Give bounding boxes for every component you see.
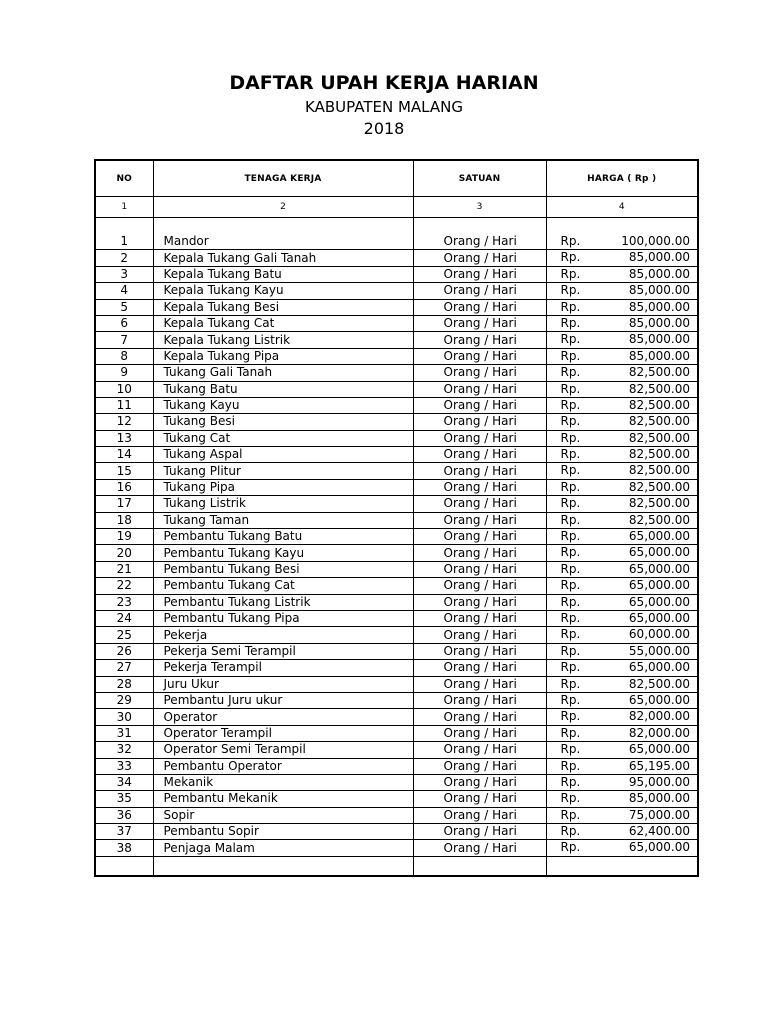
unit-label: Orang / Hari xyxy=(413,545,546,561)
table-row xyxy=(95,283,698,299)
currency-label: Rp. xyxy=(560,676,581,691)
unit-label: Orang / Hari xyxy=(413,840,546,856)
job-name: Pekerja Terampil xyxy=(153,660,413,676)
price-cell xyxy=(546,594,698,610)
price-cell xyxy=(546,709,698,725)
job-name: Pembantu Sopir xyxy=(153,824,413,840)
row-number: 31 xyxy=(95,725,153,741)
currency-label: Rp. xyxy=(560,496,581,511)
unit-label: Orang / Hari xyxy=(413,742,546,758)
row-number: 6 xyxy=(95,315,153,331)
unit-label: Orang / Hari xyxy=(413,529,546,545)
row-number: 24 xyxy=(95,610,153,626)
unit-label: Orang / Hari xyxy=(413,561,546,577)
row-number: 19 xyxy=(95,529,153,545)
unit-label: Orang / Hari xyxy=(413,266,546,282)
column-number: 4 xyxy=(546,197,698,218)
price-cell xyxy=(546,774,698,790)
header-row xyxy=(95,160,698,197)
price-cell xyxy=(546,479,698,495)
row-number: 25 xyxy=(95,627,153,643)
table-row xyxy=(95,676,698,692)
unit-label: Orang / Hari xyxy=(413,824,546,840)
unit-label: Orang / Hari xyxy=(413,692,546,708)
job-name: Tukang Gali Tanah xyxy=(153,365,413,381)
currency-label: Rp. xyxy=(560,397,581,412)
currency-label: Rp. xyxy=(560,692,581,707)
price-value: 82,500.00 xyxy=(628,463,690,478)
row-number: 36 xyxy=(95,807,153,823)
row-number: 17 xyxy=(95,496,153,512)
price-cell xyxy=(546,725,698,741)
unit-label: Orang / Hari xyxy=(413,791,546,807)
table-row xyxy=(95,791,698,807)
currency-label: Rp. xyxy=(560,643,581,658)
price-cell xyxy=(546,414,698,430)
price-cell xyxy=(546,840,698,856)
currency-label: Rp. xyxy=(560,561,581,576)
document-header xyxy=(0,68,768,142)
job-name: Operator xyxy=(153,709,413,725)
price-cell xyxy=(546,742,698,758)
price-value: 85,000.00 xyxy=(628,283,690,298)
price-value: 65,000.00 xyxy=(628,692,690,707)
job-name: Pekerja Semi Terampil xyxy=(153,643,413,659)
unit-label: Orang / Hari xyxy=(413,479,546,495)
job-name: Mandor xyxy=(153,234,413,250)
unit-label: Orang / Hari xyxy=(413,512,546,528)
price-value: 85,000.00 xyxy=(628,250,690,265)
row-number: 11 xyxy=(95,397,153,413)
price-value: 82,500.00 xyxy=(628,512,690,527)
price-cell xyxy=(546,463,698,479)
empty-row xyxy=(95,856,698,876)
job-name: Tukang Plitur xyxy=(153,463,413,479)
job-name: Pembantu Tukang Besi xyxy=(153,561,413,577)
row-number: 1 xyxy=(95,234,153,250)
job-name: Tukang Pipa xyxy=(153,479,413,495)
table-row xyxy=(95,561,698,577)
job-name: Pembantu Operator xyxy=(153,758,413,774)
job-name: Kepala Tukang Pipa xyxy=(153,348,413,364)
table-row xyxy=(95,709,698,725)
job-name: Penjaga Malam xyxy=(153,840,413,856)
price-cell xyxy=(546,824,698,840)
table-row xyxy=(95,758,698,774)
table-row xyxy=(95,397,698,413)
currency-label: Rp. xyxy=(560,742,581,757)
price-cell xyxy=(546,758,698,774)
price-value: 95,000.00 xyxy=(628,774,690,789)
unit-label: Orang / Hari xyxy=(413,594,546,610)
currency-label: Rp. xyxy=(560,365,581,380)
price-cell xyxy=(546,315,698,331)
row-number: 3 xyxy=(95,266,153,282)
job-name: Tukang Batu xyxy=(153,381,413,397)
price-value: 85,000.00 xyxy=(628,299,690,314)
row-number: 7 xyxy=(95,332,153,348)
unit-label: Orang / Hari xyxy=(413,365,546,381)
document-year: 2018 xyxy=(363,119,405,138)
price-value: 85,000.00 xyxy=(628,348,690,363)
price-cell xyxy=(546,283,698,299)
table-row xyxy=(95,479,698,495)
currency-label: Rp. xyxy=(560,791,581,806)
job-name: Pembantu Mekanik xyxy=(153,791,413,807)
currency-label: Rp. xyxy=(560,824,581,839)
job-name: Sopir xyxy=(153,807,413,823)
row-number: 38 xyxy=(95,840,153,856)
table-row xyxy=(95,807,698,823)
unit-label: Orang / Hari xyxy=(413,496,546,512)
row-number: 30 xyxy=(95,709,153,725)
price-cell xyxy=(546,660,698,676)
row-number: 32 xyxy=(95,742,153,758)
unit-label: Orang / Hari xyxy=(413,332,546,348)
currency-label: Rp. xyxy=(560,283,581,298)
table-row xyxy=(95,660,698,676)
unit-label: Orang / Hari xyxy=(413,463,546,479)
job-name: Pembantu Tukang Listrik xyxy=(153,594,413,610)
currency-label: Rp. xyxy=(560,414,581,429)
job-name: Operator Semi Terampil xyxy=(153,742,413,758)
table-row xyxy=(95,463,698,479)
price-cell xyxy=(546,447,698,463)
currency-label: Rp. xyxy=(560,479,581,494)
job-name: Tukang Listrik xyxy=(153,496,413,512)
price-value: 65,000.00 xyxy=(628,610,690,625)
table-row xyxy=(95,365,698,381)
row-number: 22 xyxy=(95,578,153,594)
price-value: 82,500.00 xyxy=(628,479,690,494)
unit-label: Orang / Hari xyxy=(413,234,546,250)
table-row xyxy=(95,512,698,528)
price-value: 65,000.00 xyxy=(628,594,690,609)
price-value: 82,500.00 xyxy=(628,676,690,691)
price-cell xyxy=(546,381,698,397)
table-row xyxy=(95,430,698,446)
document-subtitle: KABUPATEN MALANG xyxy=(305,98,463,116)
job-name: Tukang Taman xyxy=(153,512,413,528)
price-cell xyxy=(546,365,698,381)
row-number: 4 xyxy=(95,283,153,299)
currency-label: Rp. xyxy=(560,266,581,281)
job-name: Operator Terampil xyxy=(153,725,413,741)
price-cell xyxy=(546,250,698,266)
row-number: 28 xyxy=(95,676,153,692)
unit-label: Orang / Hari xyxy=(413,758,546,774)
unit-label: Orang / Hari xyxy=(413,627,546,643)
currency-label: Rp. xyxy=(560,348,581,363)
row-number: 8 xyxy=(95,348,153,364)
price-value: 65,000.00 xyxy=(628,529,690,544)
unit-label: Orang / Hari xyxy=(413,774,546,790)
job-name: Kepala Tukang Gali Tanah xyxy=(153,250,413,266)
price-cell xyxy=(546,545,698,561)
currency-label: Rp. xyxy=(560,447,581,462)
row-number: 20 xyxy=(95,545,153,561)
table-row xyxy=(95,381,698,397)
table-row xyxy=(95,692,698,708)
price-value: 65,000.00 xyxy=(628,742,690,757)
price-cell xyxy=(546,397,698,413)
unit-label: Orang / Hari xyxy=(413,447,546,463)
currency-label: Rp. xyxy=(560,758,581,773)
unit-label: Orang / Hari xyxy=(413,348,546,364)
unit-label: Orang / Hari xyxy=(413,414,546,430)
job-name: Tukang Cat xyxy=(153,430,413,446)
table-row xyxy=(95,725,698,741)
row-number: 23 xyxy=(95,594,153,610)
currency-label: Rp. xyxy=(560,610,581,625)
table-row xyxy=(95,348,698,364)
price-cell xyxy=(546,512,698,528)
row-number: 10 xyxy=(95,381,153,397)
row-number: 16 xyxy=(95,479,153,495)
currency-label: Rp. xyxy=(560,807,581,822)
price-cell xyxy=(546,561,698,577)
currency-label: Rp. xyxy=(560,250,581,265)
price-value: 85,000.00 xyxy=(628,332,690,347)
price-cell xyxy=(546,430,698,446)
currency-label: Rp. xyxy=(560,840,581,855)
table-row xyxy=(95,742,698,758)
currency-label: Rp. xyxy=(560,299,581,314)
table-row xyxy=(95,774,698,790)
price-cell xyxy=(546,807,698,823)
table-row xyxy=(95,594,698,610)
price-value: 65,000.00 xyxy=(628,840,690,855)
document-title: DAFTAR UPAH KERJA HARIAN xyxy=(229,72,539,94)
row-number: 27 xyxy=(95,660,153,676)
currency-label: Rp. xyxy=(560,594,581,609)
unit-label: Orang / Hari xyxy=(413,430,546,446)
price-value: 85,000.00 xyxy=(628,315,690,330)
price-value: 82,500.00 xyxy=(628,365,690,380)
row-number: 2 xyxy=(95,250,153,266)
currency-label: Rp. xyxy=(560,578,581,593)
price-value: 65,000.00 xyxy=(628,545,690,560)
price-value: 65,195.00 xyxy=(628,758,690,773)
job-name: Kepala Tukang Kayu xyxy=(153,283,413,299)
price-value: 82,500.00 xyxy=(628,381,690,396)
job-name: Kepala Tukang Listrik xyxy=(153,332,413,348)
job-name: Pembantu Tukang Kayu xyxy=(153,545,413,561)
unit-label: Orang / Hari xyxy=(413,299,546,315)
price-value: 82,500.00 xyxy=(628,430,690,445)
job-name: Juru Ukur xyxy=(153,676,413,692)
table-row xyxy=(95,610,698,626)
job-name: Kepala Tukang Besi xyxy=(153,299,413,315)
row-number: 12 xyxy=(95,414,153,430)
price-value: 55,000.00 xyxy=(628,643,690,658)
job-name: Tukang Besi xyxy=(153,414,413,430)
price-cell xyxy=(546,234,698,250)
currency-label: Rp. xyxy=(560,709,581,724)
job-name: Pembantu Tukang Pipa xyxy=(153,610,413,626)
price-value: 82,000.00 xyxy=(628,725,690,740)
unit-label: Orang / Hari xyxy=(413,643,546,659)
price-cell xyxy=(546,676,698,692)
price-cell xyxy=(546,266,698,282)
row-number: 29 xyxy=(95,692,153,708)
unit-label: Orang / Hari xyxy=(413,676,546,692)
price-value: 65,000.00 xyxy=(628,578,690,593)
row-number: 35 xyxy=(95,791,153,807)
column-number: 2 xyxy=(153,197,413,218)
unit-label: Orang / Hari xyxy=(413,315,546,331)
table-row xyxy=(95,266,698,282)
unit-label: Orang / Hari xyxy=(413,807,546,823)
unit-label: Orang / Hari xyxy=(413,397,546,413)
currency-label: Rp. xyxy=(560,381,581,396)
row-number: 26 xyxy=(95,643,153,659)
currency-label: Rp. xyxy=(560,234,581,248)
row-number: 18 xyxy=(95,512,153,528)
price-value: 65,000.00 xyxy=(628,561,690,576)
price-cell xyxy=(546,692,698,708)
table-row xyxy=(95,578,698,594)
row-number: 37 xyxy=(95,824,153,840)
price-value: 75,000.00 xyxy=(628,807,690,822)
job-name: Pembantu Juru ukur xyxy=(153,692,413,708)
currency-label: Rp. xyxy=(560,315,581,330)
price-cell xyxy=(546,332,698,348)
currency-label: Rp. xyxy=(560,774,581,789)
row-number: 13 xyxy=(95,430,153,446)
price-value: 62,400.00 xyxy=(628,824,690,839)
table-row xyxy=(95,496,698,512)
currency-label: Rp. xyxy=(560,463,581,478)
price-cell xyxy=(546,791,698,807)
table-row xyxy=(95,643,698,659)
unit-label: Orang / Hari xyxy=(413,725,546,741)
header-job: TENAGA KERJA xyxy=(153,160,413,197)
unit-label: Orang / Hari xyxy=(413,660,546,676)
currency-label: Rp. xyxy=(560,725,581,740)
column-number: 1 xyxy=(95,197,153,218)
price-value: 85,000.00 xyxy=(628,266,690,281)
row-number: 33 xyxy=(95,758,153,774)
unit-label: Orang / Hari xyxy=(413,381,546,397)
row-number: 34 xyxy=(95,774,153,790)
price-value: 82,500.00 xyxy=(628,397,690,412)
job-name: Kepala Tukang Cat xyxy=(153,315,413,331)
unit-label: Orang / Hari xyxy=(413,709,546,725)
header-unit: SATUAN xyxy=(413,160,546,197)
price-value: 82,500.00 xyxy=(628,496,690,511)
table-row xyxy=(95,447,698,463)
price-value: 82,000.00 xyxy=(628,709,690,724)
unit-label: Orang / Hari xyxy=(413,610,546,626)
price-value: 100,000.00 xyxy=(621,234,690,248)
price-cell xyxy=(546,348,698,364)
unit-label: Orang / Hari xyxy=(413,578,546,594)
table-row xyxy=(95,250,698,266)
job-name: Tukang Kayu xyxy=(153,397,413,413)
table-row xyxy=(95,529,698,545)
row-number: 14 xyxy=(95,447,153,463)
currency-label: Rp. xyxy=(560,430,581,445)
job-name: Pembantu Tukang Batu xyxy=(153,529,413,545)
price-cell xyxy=(546,643,698,659)
header-price: HARGA ( Rp ) xyxy=(546,160,698,197)
price-cell xyxy=(546,627,698,643)
price-value: 82,500.00 xyxy=(628,447,690,462)
table-row xyxy=(95,824,698,840)
price-value: 65,000.00 xyxy=(628,660,690,675)
currency-label: Rp. xyxy=(560,512,581,527)
price-cell xyxy=(546,610,698,626)
job-name: Pekerja xyxy=(153,627,413,643)
currency-label: Rp. xyxy=(560,545,581,560)
table-row xyxy=(95,299,698,315)
wage-table xyxy=(94,159,699,877)
job-name: Pembantu Tukang Cat xyxy=(153,578,413,594)
job-name: Kepala Tukang Batu xyxy=(153,266,413,282)
column-number-row xyxy=(95,197,698,218)
table-row xyxy=(95,840,698,856)
price-value: 82,500.00 xyxy=(628,414,690,429)
currency-label: Rp. xyxy=(560,529,581,544)
price-cell xyxy=(546,496,698,512)
table-row xyxy=(95,234,698,250)
table-row xyxy=(95,627,698,643)
job-name: Tukang Aspal xyxy=(153,447,413,463)
price-cell xyxy=(546,299,698,315)
price-value: 85,000.00 xyxy=(628,791,690,806)
currency-label: Rp. xyxy=(560,660,581,675)
table-row xyxy=(95,332,698,348)
job-name: Mekanik xyxy=(153,774,413,790)
currency-label: Rp. xyxy=(560,332,581,347)
price-value: 60,000.00 xyxy=(628,627,690,642)
header-no: NO xyxy=(95,160,153,197)
row-number: 15 xyxy=(95,463,153,479)
spacer-row xyxy=(95,218,698,235)
currency-label: Rp. xyxy=(560,627,581,642)
table-row xyxy=(95,315,698,331)
table-row xyxy=(95,545,698,561)
row-number: 9 xyxy=(95,365,153,381)
unit-label: Orang / Hari xyxy=(413,283,546,299)
table-row xyxy=(95,414,698,430)
price-cell xyxy=(546,578,698,594)
column-number: 3 xyxy=(413,197,546,218)
unit-label: Orang / Hari xyxy=(413,250,546,266)
price-cell xyxy=(546,529,698,545)
row-number: 21 xyxy=(95,561,153,577)
row-number: 5 xyxy=(95,299,153,315)
